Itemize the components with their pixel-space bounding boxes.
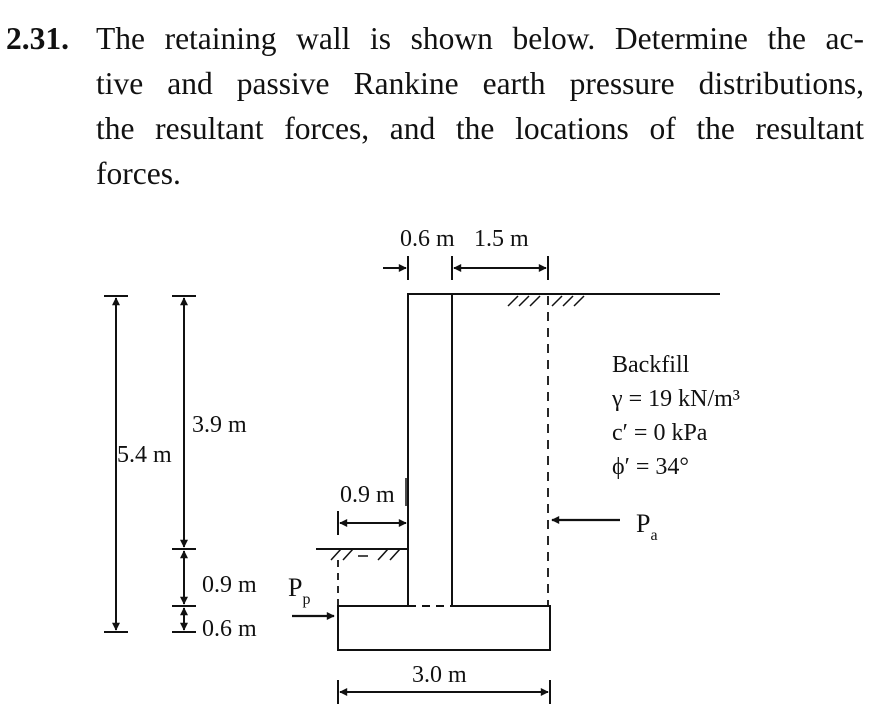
label-stem-width: 0.6 m — [400, 226, 455, 252]
label-total-height: 5.4 m — [117, 442, 172, 468]
problem-number: 2.31. — [6, 21, 69, 56]
backfill-unit-weight: γ = 19 kN/m³ — [612, 386, 741, 412]
label-base-width: 3.0 m — [412, 662, 467, 688]
wall-outline — [338, 294, 550, 650]
active-force-label: $P_a$ — [636, 509, 658, 544]
toe-soil-hatching — [331, 549, 400, 560]
passive-force-label: $P_p$ — [288, 573, 311, 608]
problem-text-line-2: tive and passive Rankine earth pressure distributions, — [96, 66, 864, 101]
label-base-thickness: 0.6 m — [202, 616, 257, 642]
problem-text-line-4: forces. — [96, 156, 181, 191]
label-toe-width: 0.9 m — [340, 482, 395, 508]
label-heel-width: 1.5 m — [474, 226, 529, 252]
backfill-friction-angle: ϕ′ = 34° — [612, 454, 690, 480]
label-toe-soil-depth: 0.9 m — [202, 572, 257, 598]
label-backfill-height: 3.9 m — [192, 412, 247, 438]
backfill-cohesion: c′ = 0 kPa — [612, 420, 708, 446]
problem-text-line-1: The retaining wall is shown below. Determine the ac- — [96, 21, 864, 56]
backfill-title: Backfill — [612, 352, 690, 378]
backfill-hatching — [508, 296, 584, 306]
problem-text-line-3: the resultant forces, and the locations of the resultant — [96, 111, 864, 146]
